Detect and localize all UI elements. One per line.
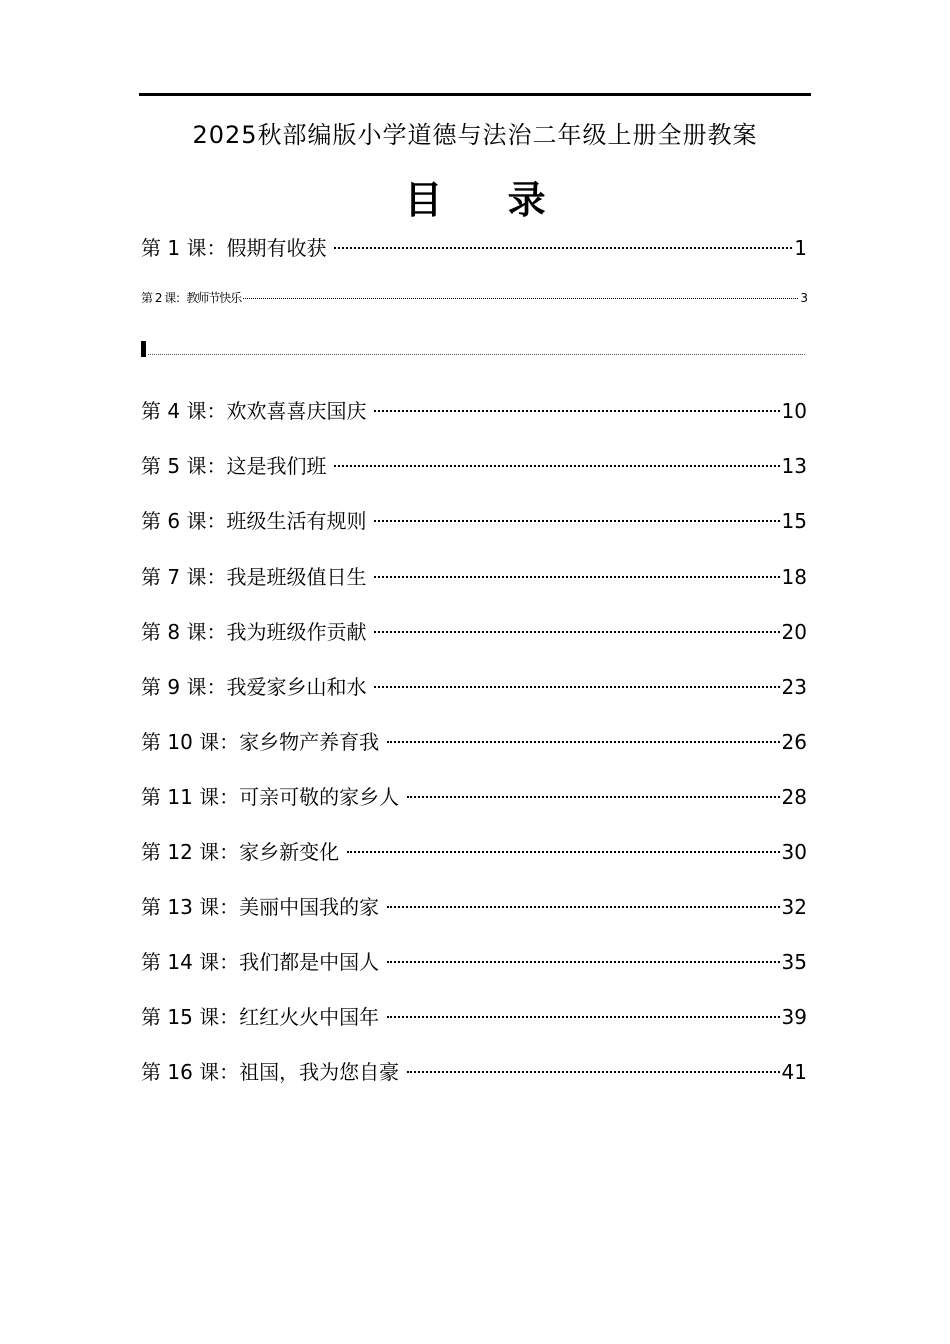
toc-entry-lesson-13[interactable] bbox=[141, 886, 807, 921]
toc-entry-label bbox=[141, 341, 146, 357]
toc-leader-dots bbox=[243, 286, 798, 302]
toc-leader-dots bbox=[387, 941, 779, 969]
toc-entry-label: 第 11 课：可亲可敬的家乡人 bbox=[141, 785, 400, 809]
toc-entry-label: 第 4 课：欢欢喜喜庆国庆 bbox=[141, 399, 367, 423]
document-title: 2025秋部编版小学道德与法治二年级上册全册教案 bbox=[192, 121, 758, 149]
toc-page-number: 30 bbox=[781, 840, 807, 864]
toc-page-number: 15 bbox=[781, 509, 807, 533]
toc-entry-lesson-3[interactable] bbox=[141, 339, 807, 357]
toc-page-number: 26 bbox=[781, 730, 807, 754]
toc-entry-lesson-7[interactable] bbox=[141, 556, 807, 591]
toc-entry-label: 第 6 课：班级生活有规则 bbox=[141, 509, 367, 533]
toc-entry-label: 第 9 课：我爱家乡山和水 bbox=[141, 675, 367, 699]
toc-entry-lesson-8[interactable] bbox=[141, 611, 807, 646]
toc-entry-lesson-16[interactable] bbox=[141, 1051, 807, 1086]
toc-entry-lesson-12[interactable] bbox=[141, 831, 807, 866]
toc-leader-dots bbox=[334, 227, 792, 255]
toc-entry-lesson-5[interactable] bbox=[141, 445, 807, 480]
toc-entry-lesson-2[interactable] bbox=[141, 286, 807, 306]
toc-leader-dots bbox=[407, 776, 779, 804]
toc-entry-label: 第 8 课：我为班级作贡献 bbox=[141, 620, 367, 644]
toc-page-number: 41 bbox=[781, 1060, 807, 1084]
toc-entry-label: 第 12 课：家乡新变化 bbox=[141, 840, 340, 864]
toc-entry-lesson-14[interactable] bbox=[141, 941, 807, 976]
toc-entry-label: 第 2 课：教师节快乐 bbox=[141, 291, 242, 305]
toc-entry-label: 第 1 课：假期有收获 bbox=[141, 236, 327, 260]
toc-page-number: 28 bbox=[781, 785, 807, 809]
toc-entry-label: 第 10 课：家乡物产养育我 bbox=[141, 730, 380, 754]
toc-page-number: 23 bbox=[781, 675, 807, 699]
toc-leader-dots bbox=[347, 831, 779, 859]
top-rule bbox=[139, 93, 811, 96]
toc-page-number: 35 bbox=[781, 950, 807, 974]
toc-entry-label: 第 13 课：美丽中国我的家 bbox=[141, 895, 380, 919]
toc-entry-lesson-10[interactable] bbox=[141, 721, 807, 756]
toc-leader-dots bbox=[148, 339, 805, 357]
toc-entry-lesson-6[interactable] bbox=[141, 500, 807, 535]
toc-page-number: 20 bbox=[781, 620, 807, 644]
toc-entry-lesson-11[interactable] bbox=[141, 776, 807, 811]
toc-page-number: 39 bbox=[781, 1005, 807, 1029]
toc-entry-label: 第 5 课：这是我们班 bbox=[141, 454, 327, 478]
toc-page-number: 10 bbox=[781, 399, 807, 423]
toc-page-number: 1 bbox=[794, 236, 807, 260]
toc-leader-dots bbox=[374, 611, 779, 639]
toc-leader-dots bbox=[407, 1051, 779, 1079]
toc-leader-dots bbox=[374, 390, 779, 418]
toc-entry-lesson-4[interactable] bbox=[141, 390, 807, 425]
toc-entry-label: 第 16 课：祖国，我为您自豪 bbox=[141, 1060, 400, 1084]
toc-leader-dots bbox=[374, 500, 779, 528]
toc-page-number: 18 bbox=[781, 565, 807, 589]
toc-leader-dots bbox=[374, 666, 779, 694]
toc-page-number: 13 bbox=[781, 454, 807, 478]
toc-leader-dots bbox=[374, 556, 779, 584]
toc-entry-lesson-9[interactable] bbox=[141, 666, 807, 701]
toc-page-number: 3 bbox=[800, 291, 807, 305]
toc-heading: 目 录 bbox=[404, 177, 572, 222]
toc-entry-lesson-1[interactable] bbox=[141, 227, 807, 262]
toc-leader-dots bbox=[387, 886, 779, 914]
toc-page-number: 32 bbox=[781, 895, 807, 919]
toc-entry-lesson-15[interactable] bbox=[141, 996, 807, 1031]
toc-entry-label: 第 7 课：我是班级值日生 bbox=[141, 565, 367, 589]
toc-entry-label: 第 14 课：我们都是中国人 bbox=[141, 950, 380, 974]
toc-leader-dots bbox=[387, 996, 779, 1024]
toc-leader-dots bbox=[387, 721, 779, 749]
toc-entry-label: 第 15 课：红红火火中国年 bbox=[141, 1005, 380, 1029]
toc-leader-dots bbox=[334, 445, 779, 473]
